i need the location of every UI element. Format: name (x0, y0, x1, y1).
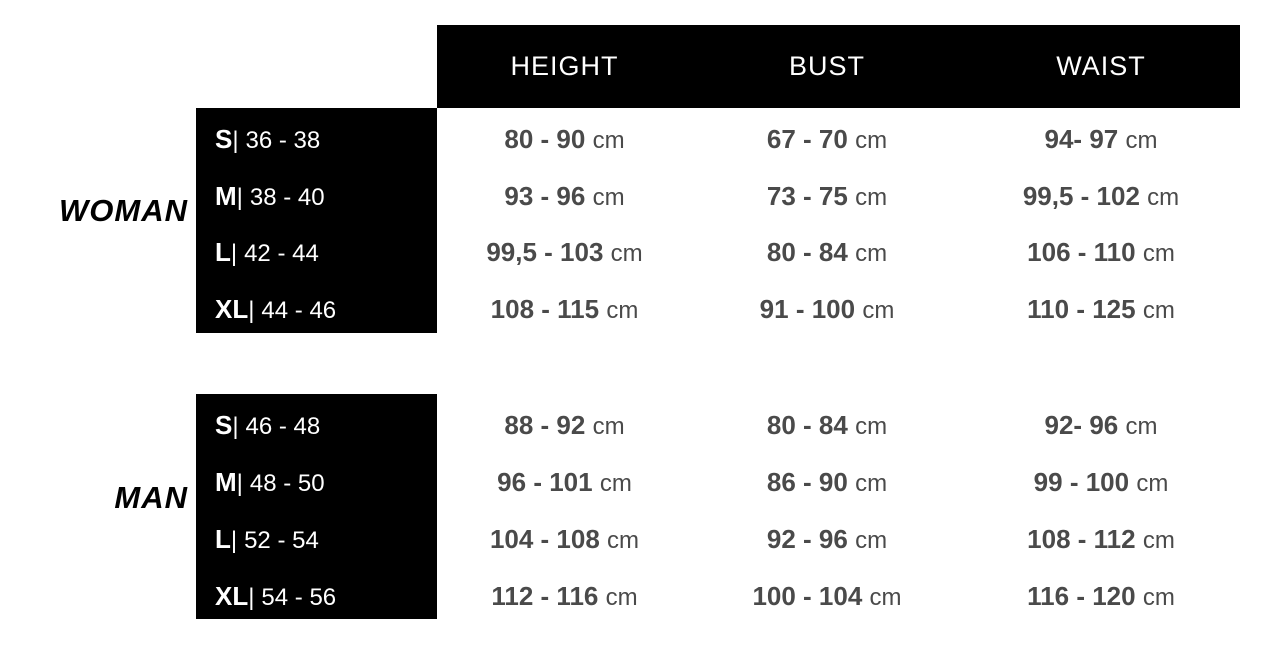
unit-label: cm (855, 126, 888, 154)
waist-value: 92- 96 (1044, 409, 1119, 440)
waist-cell (962, 294, 1240, 325)
size-range: 52 - 54 (244, 526, 319, 554)
bust-cell (692, 524, 962, 555)
bust-cell (692, 181, 962, 212)
bust-value: 86 - 90 (766, 466, 848, 497)
bust-cell (692, 237, 962, 268)
bust-cell (692, 410, 962, 441)
size-separator: | (230, 239, 238, 267)
size-range: 42 - 44 (244, 239, 319, 267)
bust-cell (692, 124, 962, 155)
table-row (0, 454, 1267, 510)
waist-cell (962, 237, 1240, 268)
height-cell (437, 294, 692, 325)
size-separator: | (248, 583, 255, 611)
size-separator: | (236, 469, 243, 497)
size-separator: | (236, 183, 243, 211)
waist-value: 108 - 112 (1027, 523, 1136, 554)
unit-label: cm (855, 239, 888, 267)
size-cell (196, 124, 437, 155)
height-cell (437, 181, 692, 212)
height-value: 99,5 - 103 (486, 236, 604, 267)
column-header-bust: BUST (788, 51, 865, 81)
table-row (0, 397, 1267, 453)
unit-label: cm (855, 469, 888, 497)
height-value: 108 - 115 (490, 293, 600, 324)
table-header (437, 25, 1240, 108)
unit-label: cm (607, 526, 640, 554)
size-separator: | (232, 412, 239, 440)
unit-label: cm (855, 412, 888, 440)
unit-label: cm (869, 583, 902, 611)
size-separator: | (230, 526, 238, 554)
size-cell (196, 524, 437, 555)
unit-label: cm (1125, 412, 1158, 440)
bust-value: 80 - 84 (766, 409, 848, 440)
height-value: 80 - 90 (504, 123, 586, 154)
height-cell (437, 237, 692, 268)
bust-value: 91 - 100 (759, 293, 856, 324)
size-value: S (215, 409, 233, 440)
unit-label: cm (855, 526, 888, 554)
waist-cell (962, 524, 1240, 555)
size-cell (196, 294, 437, 325)
height-value: 112 - 116 (491, 580, 599, 611)
bust-value: 67 - 70 (766, 123, 848, 154)
size-value: XL (215, 293, 249, 324)
waist-cell (962, 124, 1240, 155)
waist-cell (962, 581, 1240, 612)
bust-value: 80 - 84 (766, 236, 848, 267)
bust-cell (692, 581, 962, 612)
table-row (0, 224, 1267, 280)
waist-cell (962, 467, 1240, 498)
size-value: M (215, 180, 237, 211)
size-cell (196, 467, 437, 498)
table-row (0, 511, 1267, 567)
size-value: M (215, 466, 237, 497)
height-cell (437, 581, 692, 612)
table-row (0, 168, 1267, 224)
height-value: 96 - 101 (497, 466, 593, 497)
size-separator: | (248, 296, 255, 324)
bust-value: 92 - 96 (766, 523, 848, 554)
unit-label: cm (1147, 183, 1180, 211)
size-cell (196, 237, 437, 268)
unit-label: cm (1125, 126, 1158, 154)
unit-label: cm (1142, 526, 1175, 554)
size-value: S (215, 123, 233, 154)
table-row (0, 111, 1267, 167)
unit-label: cm (855, 183, 888, 211)
waist-cell (962, 181, 1240, 212)
table-row (0, 568, 1267, 624)
size-value: L (215, 236, 231, 267)
waist-value: 99 - 100 (1033, 466, 1130, 497)
height-cell (437, 124, 692, 155)
unit-label: cm (592, 183, 625, 211)
height-value: 93 - 96 (504, 180, 586, 211)
unit-label: cm (1142, 296, 1175, 324)
size-cell (196, 410, 437, 441)
size-range: 44 - 46 (261, 296, 337, 324)
waist-value: 94- 97 (1044, 123, 1119, 154)
bust-cell (692, 467, 962, 498)
column-header-height: HEIGHT (510, 51, 619, 81)
unit-label: cm (1136, 469, 1169, 497)
unit-label: cm (610, 239, 643, 267)
column-header-waist: WAIST (1056, 51, 1146, 81)
height-cell (437, 467, 692, 498)
size-range: 38 - 40 (249, 183, 325, 211)
unit-label: cm (862, 296, 895, 324)
waist-cell (962, 410, 1240, 441)
group-label-woman: WOMAN (59, 193, 188, 228)
bust-value: 73 - 75 (766, 180, 848, 211)
waist-value: 116 - 120 (1027, 580, 1136, 611)
group-label-man: MAN (114, 480, 188, 515)
table-row (0, 281, 1267, 337)
size-value: L (215, 523, 231, 554)
unit-label: cm (605, 583, 638, 611)
unit-label: cm (592, 126, 625, 154)
size-range: 46 - 48 (245, 412, 321, 440)
unit-label: cm (592, 412, 625, 440)
height-value: 88 - 92 (504, 409, 586, 440)
waist-value: 99,5 - 102 (1022, 180, 1140, 211)
bust-value: 100 - 104 (752, 580, 863, 611)
height-cell (437, 410, 692, 441)
unit-label: cm (1142, 239, 1175, 267)
bust-cell (692, 294, 962, 325)
size-cell (196, 581, 437, 612)
height-cell (437, 524, 692, 555)
height-value: 104 - 108 (489, 523, 600, 554)
waist-value: 106 - 110 (1027, 236, 1136, 267)
waist-value: 110 - 125 (1027, 293, 1136, 324)
unit-label: cm (1142, 583, 1175, 611)
size-range: 36 - 38 (245, 126, 321, 154)
size-range: 48 - 50 (249, 469, 325, 497)
unit-label: cm (599, 469, 632, 497)
size-value: XL (215, 580, 249, 611)
size-separator: | (232, 126, 239, 154)
size-cell (196, 181, 437, 212)
unit-label: cm (606, 296, 639, 324)
size-range: 54 - 56 (261, 583, 337, 611)
